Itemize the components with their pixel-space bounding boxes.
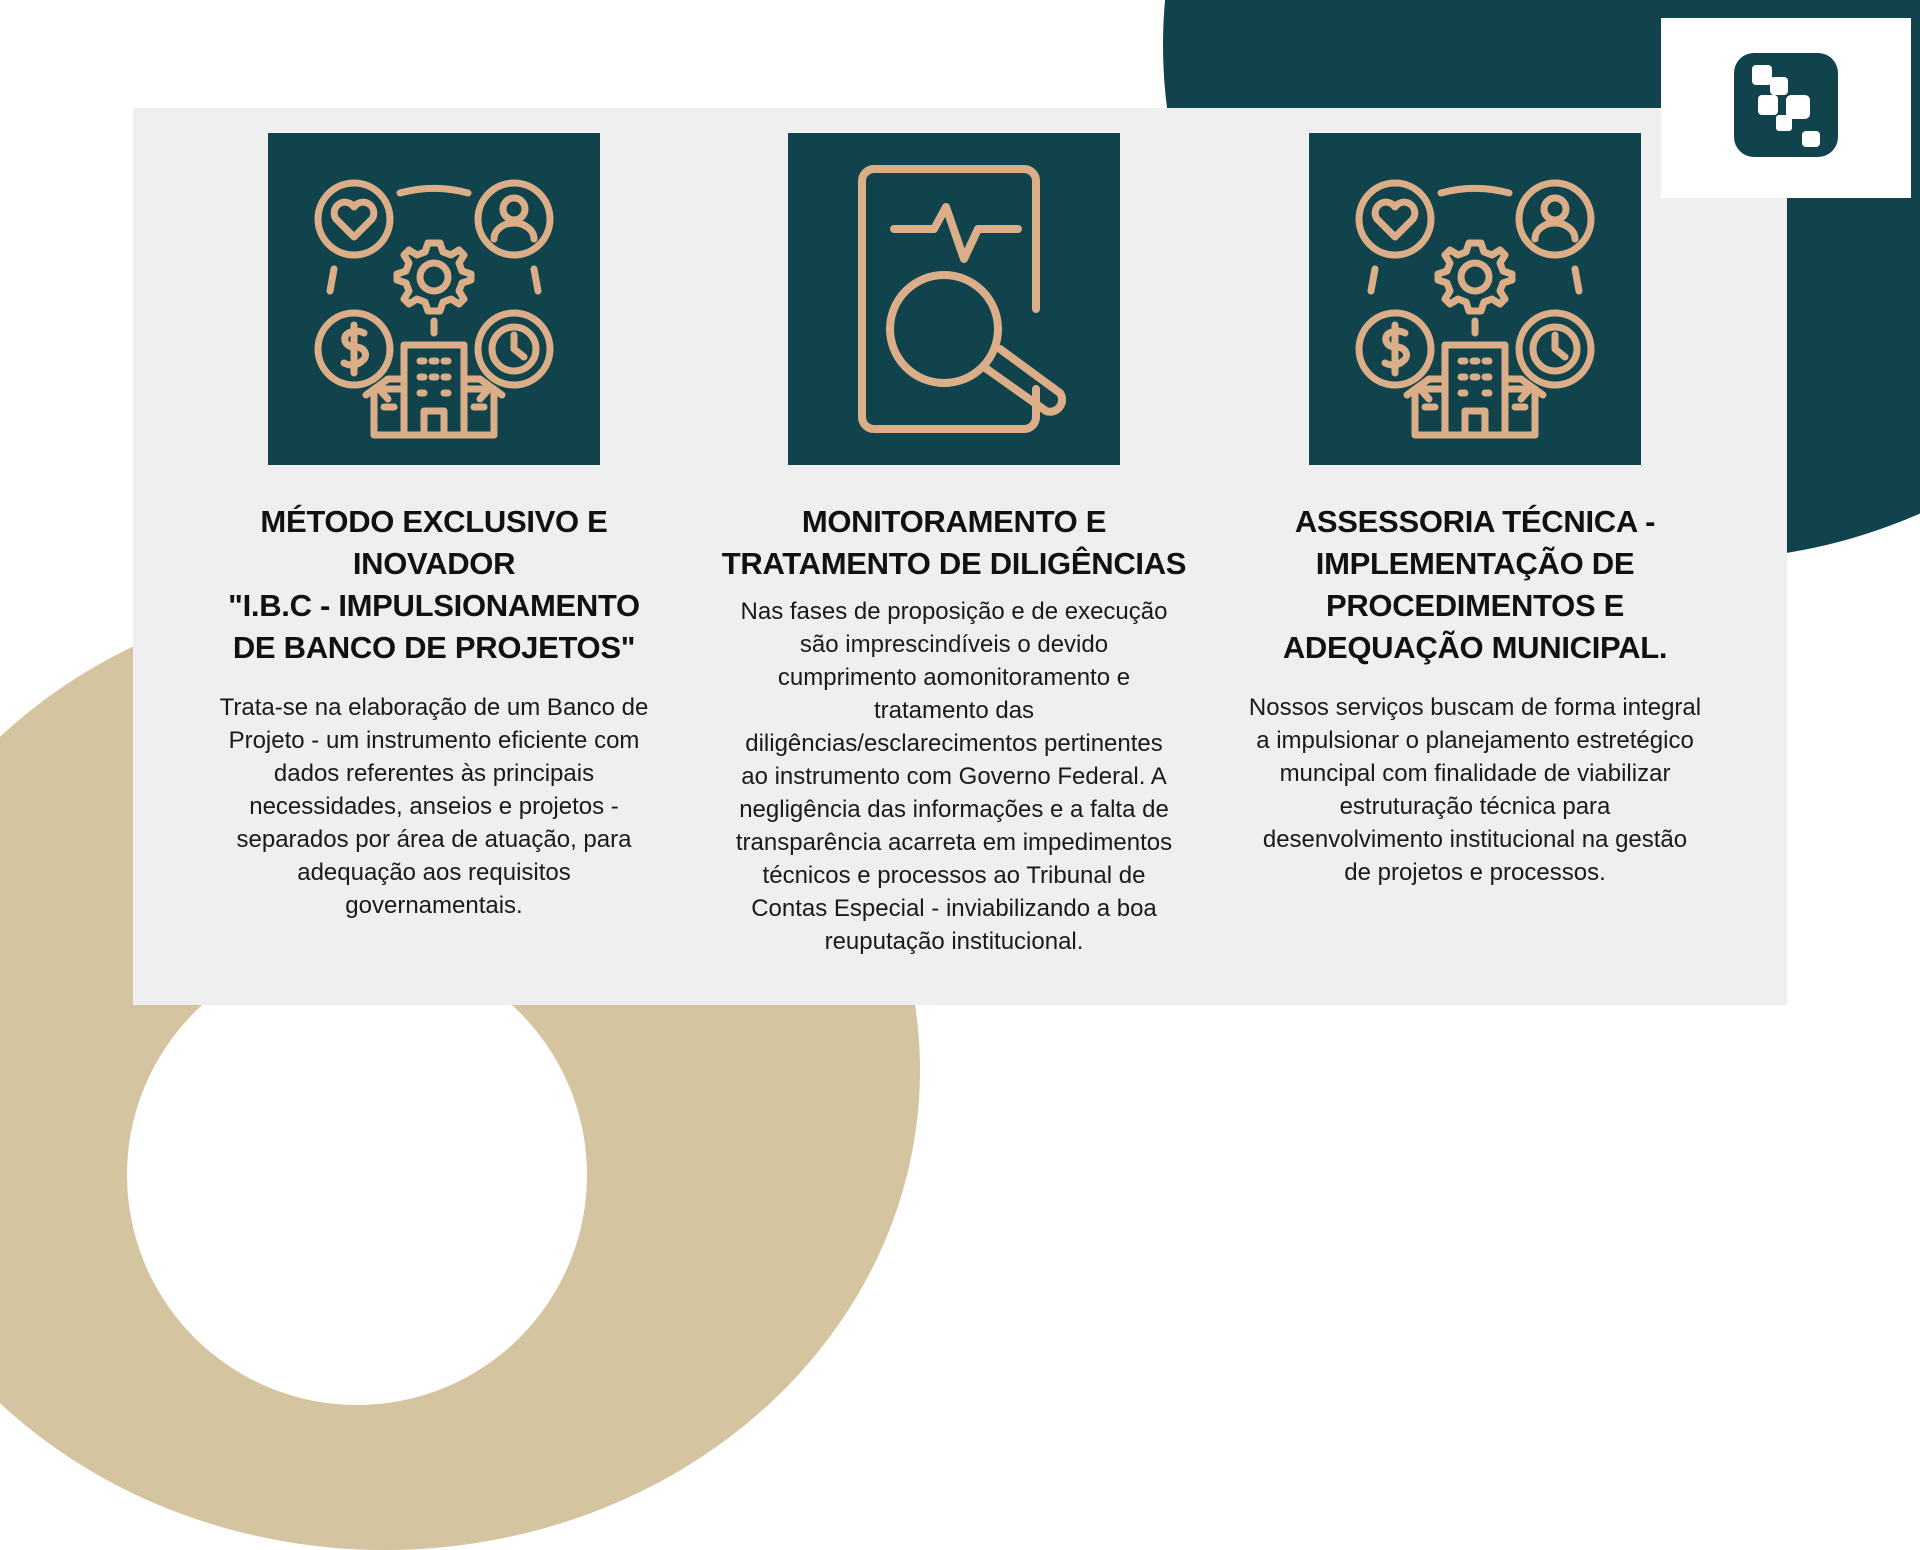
card-description: Trata-se na elaboração de um Banco de Projeto - um instrumento eficiente com dados referentes às principais necessidades, anseios e projetos - separados por área de atuação, para adequação aos requisitos governamentais. xyxy=(219,694,649,919)
card-description: Nas fases de proposição e de execução são imprescindíveis o devido cumprimento aomonitoramento e tratamento das diligências/esclarecimentos pertinentes ao instrumento com Governo Federal. A negligência das informações e a falta de transparência acarreta em impedimentos técnicos e processos ao Tribunal de Contas Especial - inviabilizando a boa reuputação institucional. xyxy=(735,598,1173,955)
management-network-icon xyxy=(1325,149,1625,449)
card-title: MÉTODO EXCLUSIVO E INOVADOR "I.B.C - IMPULSIONAMENTO DE BANCO DE PROJETOS" xyxy=(228,504,640,665)
white-circle-decoration xyxy=(127,945,587,1405)
card-title: MONITORAMENTO E TRATAMENTO DE DILIGÊNCIAS xyxy=(721,504,1187,581)
service-card-monitoring xyxy=(714,133,1194,958)
card-icon-tile xyxy=(788,133,1120,465)
card-description: Nossos serviços buscam de forma integral a impulsionar o planejamento estretégico muncipal com finalidade de viabilizar estruturação técnica para desenvolvimento institucional na gestão de projetos e processos. xyxy=(1248,694,1702,886)
card-icon-tile xyxy=(268,133,600,465)
card-icon-tile xyxy=(1309,133,1641,465)
squares-logo-icon xyxy=(1734,53,1838,157)
management-network-icon xyxy=(284,149,584,449)
service-card-technical-advisory xyxy=(1235,133,1715,889)
card-title: ASSESSORIA TÉCNICA - IMPLEMENTAÇÃO DE PROCEDIMENTOS E ADEQUAÇÃO MUNICIPAL. xyxy=(1282,504,1668,665)
document-search-icon xyxy=(804,149,1104,449)
service-card-ibc xyxy=(194,133,674,922)
